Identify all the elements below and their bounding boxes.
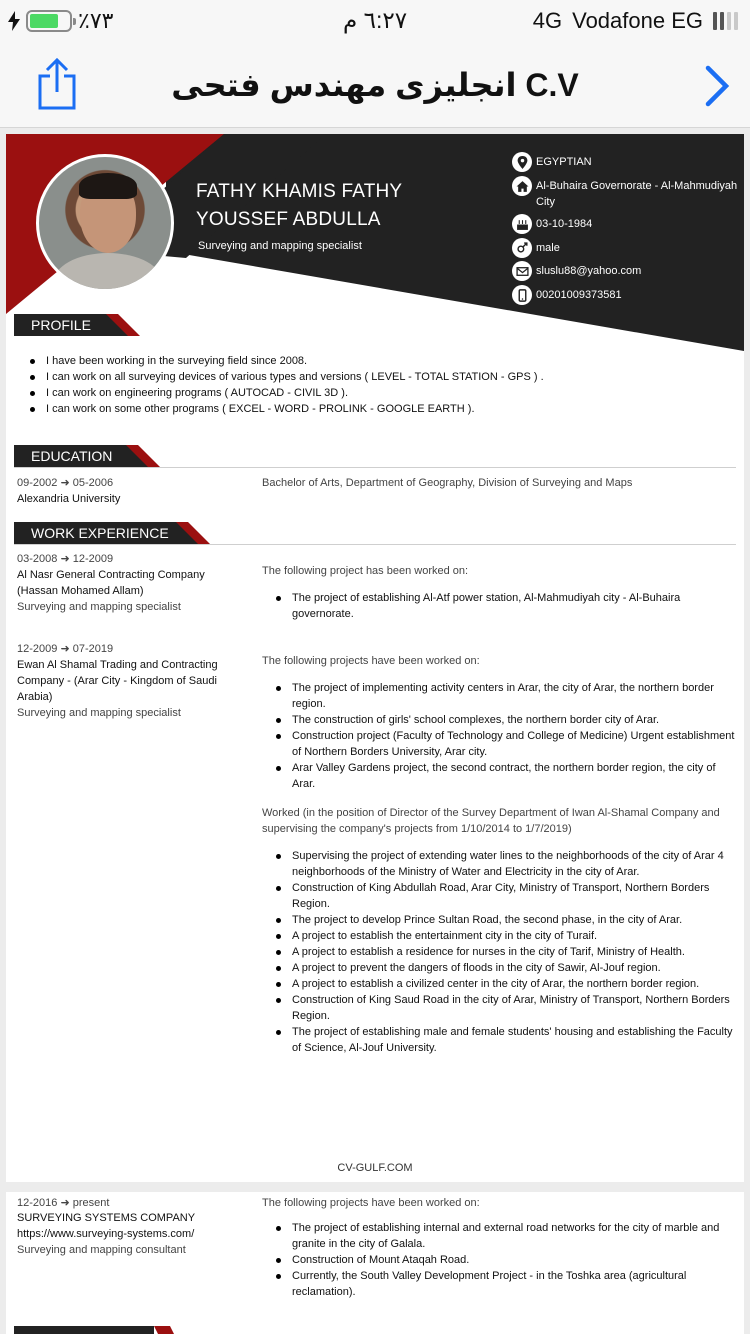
- list-item: Arar Valley Gardens project, the second contract, the northern border region, the city of Arar.: [270, 760, 740, 792]
- list-item: The project of establishing internal and external road networks for the city of marble and granite in the city of Galala.: [270, 1220, 740, 1252]
- job-company: SURVEYING SYSTEMS COMPANY: [17, 1212, 196, 1224]
- list-item: I can work on some other programs ( EXCEL - WORD - PROLINK - GOOGLE EARTH ).: [24, 401, 724, 417]
- birthday-cake-icon: [512, 214, 532, 234]
- list-item: Construction of Mount Ataqah Road.: [270, 1252, 740, 1268]
- profile-section-header: PROFILE: [14, 314, 144, 336]
- contact-address: Al-Buhaira Governorate - Al-Mahmudiyah City: [512, 176, 740, 210]
- work-section-header: WORK EXPERIENCE: [14, 522, 214, 544]
- candidate-name: FATHY KHAMIS FATHY YOUSSEF ABDULLA: [196, 181, 402, 230]
- education-degree: Bachelor of Arts, Department of Geography, Division of Surveying and Maps: [262, 477, 633, 489]
- document-title: انجليزى مهندس فتحى C.V: [171, 67, 579, 103]
- navigation-bar: [0, 40, 750, 128]
- page-footer: CV-GULF.COM: [337, 1162, 413, 1174]
- gender-icon: [512, 238, 532, 258]
- status-right: [533, 8, 738, 34]
- network-type: 4G: [532, 8, 563, 33]
- list-item: The project to develop Prince Sultan Road, the second phase, in the city of Arar.: [270, 912, 740, 928]
- job-project-list: [270, 590, 720, 622]
- list-item: Supervising the project of extending water lines to the neighborhoods of the city of Arar 4 neighborhoods of the Ministry of Water and Electricity in the city of Arar.: [270, 848, 740, 880]
- list-item: The project of establishing male and female students' housing and establishing the Faculty of Science, Al-Jouf University.: [270, 1024, 740, 1056]
- job-dates: 12-2009 ➜ 07-2019: [17, 643, 114, 655]
- battery-percent: ٪٧٣: [78, 8, 114, 33]
- job-dates: 12-2016 ➜ present: [17, 1197, 110, 1209]
- divider: [14, 467, 736, 468]
- carrier-name: Vodafone EG: [572, 8, 703, 33]
- email-icon: [512, 261, 532, 281]
- job-supervised-list: [270, 848, 740, 1056]
- list-item: A project to prevent the dangers of floods in the city of Sawir, Al-Jouf region.: [270, 960, 740, 976]
- list-item: A project to establish the entertainment city in the city of Turaif.: [270, 928, 740, 944]
- job-website-link[interactable]: https://www.surveying-systems.com/: [17, 1228, 195, 1240]
- job-company: Ewan Al Shamal Trading and Contracting Company - (Arar City - Kingdom of Saudi Arabia): [17, 659, 218, 703]
- job-project-list: [270, 1220, 740, 1300]
- job-company: Al Nasr General Contracting Company (Hassan Mohamed Allam): [17, 569, 205, 597]
- list-item: A project to establish a residence for nurses in the city of Tarif, Ministry of Health.: [270, 944, 740, 960]
- education-dates: 09-2002 ➜ 05-2006: [17, 477, 114, 489]
- profile-list: [24, 353, 724, 417]
- list-item: Construction of King Abdullah Road, Arar City, Ministry of Transport, Northern Borders Region.: [270, 880, 740, 912]
- contact-email: sluslu88@yahoo.com: [512, 261, 740, 281]
- location-pin-icon: [512, 152, 532, 172]
- list-item: The construction of girls' school complexes, the northern border city of Arar.: [270, 712, 740, 728]
- status-time: ٦:٢٧ م: [342, 7, 408, 33]
- divider: [14, 544, 736, 545]
- phone-icon: [512, 285, 532, 305]
- education-school: Alexandria University: [17, 493, 121, 505]
- job-role: Surveying and mapping specialist: [17, 707, 181, 719]
- candidate-title: Surveying and mapping specialist: [198, 240, 362, 252]
- job-role: Surveying and mapping specialist: [17, 601, 181, 613]
- list-item: The project of implementing activity centers in Arar, the city of Arar, the northern border region.: [270, 680, 740, 712]
- chevron-right-icon[interactable]: [702, 64, 732, 108]
- contact-phone: 00201009373581: [512, 285, 740, 305]
- list-item: Construction of King Saud Road in the city of Arar, Ministry of Transport, Northern Borders Region.: [270, 992, 740, 1024]
- list-item: I have been working in the surveying field since 2008.: [24, 353, 724, 369]
- profile-photo: [36, 154, 174, 292]
- list-item: The project of establishing Al-Atf power station, Al-Mahmudiyah city - Al-Buhaira governorate.: [270, 590, 720, 622]
- list-item: Currently, the South Valley Development Project - in the Toshka area (agricultural reclamation).: [270, 1268, 740, 1300]
- cv-page: [6, 134, 744, 1182]
- contact-nationality: EGYPTIAN: [512, 152, 740, 172]
- job-role: Surveying and mapping consultant: [17, 1244, 186, 1256]
- job-intro: The following project has been worked on:: [262, 565, 469, 577]
- job-intro: The following projects have been worked on:: [262, 1197, 480, 1209]
- status-bar: [0, 0, 750, 40]
- job-project-list: [270, 680, 740, 792]
- contact-gender: male: [512, 238, 740, 258]
- list-item: I can work on all surveying devices of various types and versions ( LEVEL - TOTAL STATION - GPS ) .: [24, 369, 724, 385]
- list-item: Construction project (Faculty of Technology and College of Medicine) Urgent establishment of Northern Borders University, Arar city.: [270, 728, 740, 760]
- cv-page-2: [6, 1192, 744, 1334]
- list-item: A project to establish a civilized center in the city of Arar, the northern border region.: [270, 976, 740, 992]
- job-intro: The following projects have been worked on:: [262, 655, 480, 667]
- education-section-header: EDUCATION: [14, 445, 164, 467]
- job-position-note: Worked (in the position of Director of the Survey Department of Iwan Al-Shamal Company and supervising the company's projects from 1/10/2014 to 1/7/2019): [262, 807, 720, 835]
- signal-strength-icon: [713, 12, 738, 30]
- next-section-header-edge: [14, 1326, 174, 1334]
- home-icon: [512, 176, 532, 196]
- list-item: I can work on engineering programs ( AUTOCAD - CIVIL 3D ).: [24, 385, 724, 401]
- job-dates: 03-2008 ➜ 12-2009: [17, 553, 114, 565]
- contact-birthdate: 03-10-1984: [512, 214, 740, 234]
